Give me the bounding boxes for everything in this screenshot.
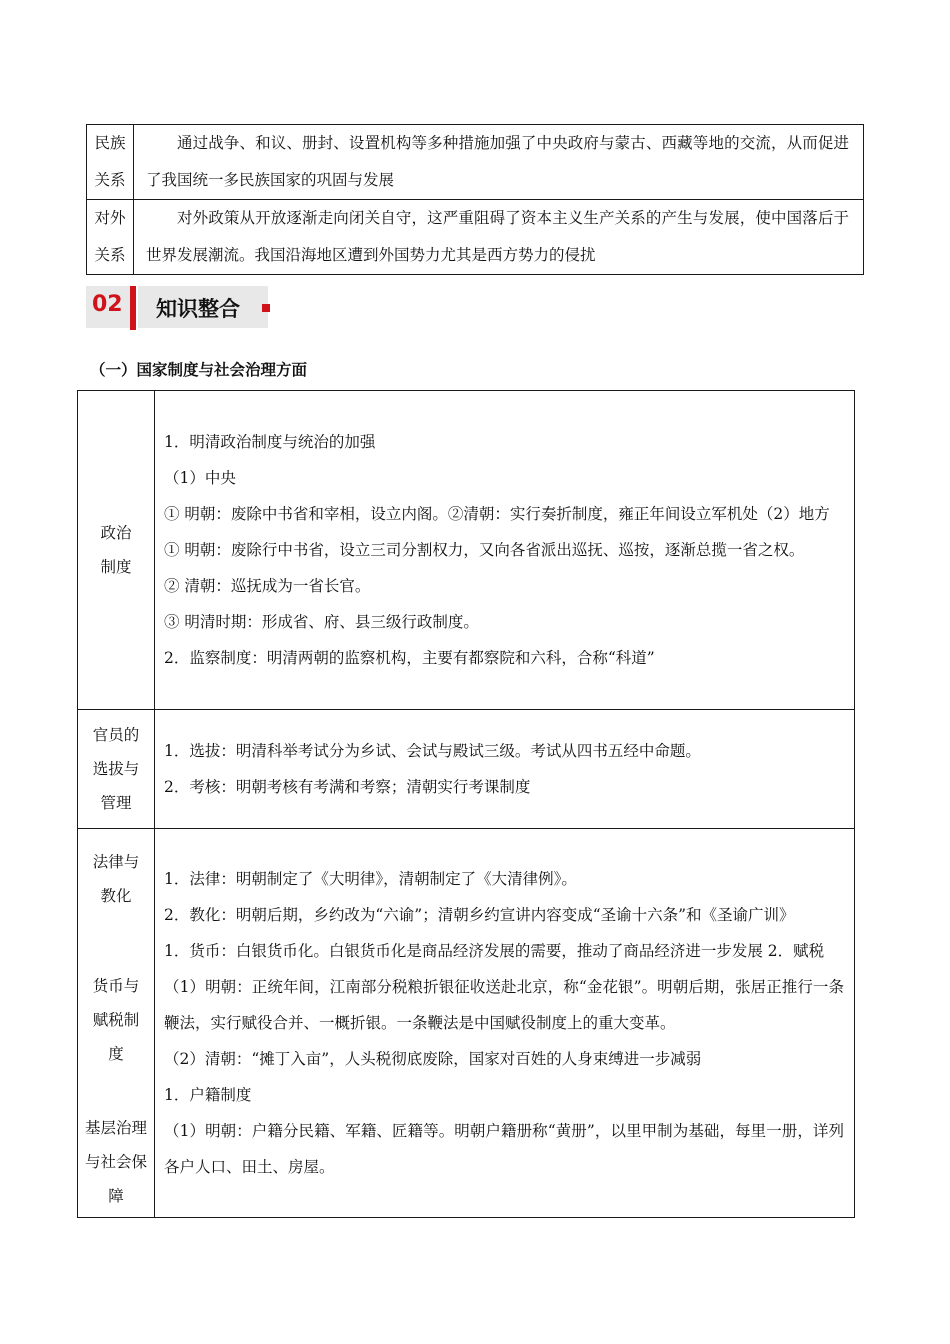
row-label-ethnic: 民族关系 bbox=[87, 125, 134, 200]
label-law bbox=[78, 845, 154, 913]
row-text-foreign: 对外政策从开放逐渐走向闭关自守，这严重阻碍了资本主义生产关系的产生与发展，使中国落后于世界发展潮流。我国沿海地区遭到外国势力尤其是西方势力的侵扰 bbox=[134, 200, 864, 275]
section-number: 02 bbox=[92, 292, 123, 317]
main-table bbox=[77, 390, 855, 1218]
rest-line: 1．法律：明朝制定了《大明律》，清朝制定了《大清律例》。 bbox=[164, 870, 577, 888]
content-politics bbox=[155, 391, 855, 710]
section-title-box bbox=[138, 286, 268, 328]
square-bullet-icon bbox=[262, 304, 270, 312]
label-rest bbox=[78, 829, 155, 1218]
officials-line: 1．选拔：明清科举考试分为乡试、会试与殿试三级。考试从四书五经中命题。 bbox=[164, 742, 701, 760]
rest-line: 1．户籍制度 bbox=[164, 1086, 252, 1104]
rest-labels bbox=[78, 829, 154, 1217]
row-text-ethnic: 通过战争、和议、册封、设置机构等多种措施加强了中央政府与蒙古、西藏等地的交流，从而促进了我国统一多民族国家的巩固与发展 bbox=[134, 125, 864, 200]
label-officials-text: 官员的选拔与管理 bbox=[92, 726, 140, 812]
row-label-foreign: 对外关系 bbox=[87, 200, 134, 275]
subheading: （一）国家制度与社会治理方面 bbox=[90, 360, 308, 379]
label-tax bbox=[78, 969, 154, 1071]
content-officials bbox=[155, 710, 855, 829]
politics-line: 2．监察制度：明清两朝的监察机构，主要有都察院和六科，合称“科道” bbox=[164, 649, 655, 667]
politics-line: （1）中央 bbox=[164, 469, 236, 487]
section-number-box bbox=[86, 286, 130, 328]
section-divider-bar bbox=[130, 286, 136, 330]
politics-line: ② 清朝：巡抚成为一省长官。 bbox=[164, 577, 371, 595]
rest-line: 1．货币：白银货币化。白银货币化是商品经济发展的需要，推动了商品经济进一步发展 2．赋税 bbox=[164, 942, 825, 960]
content-rest bbox=[155, 829, 855, 1218]
top-table bbox=[86, 124, 864, 275]
politics-line: 1．明清政治制度与统治的加强 bbox=[164, 433, 376, 451]
label-politics bbox=[78, 391, 155, 710]
officials-line: 2．考核：明朝考核有考满和考察；清朝实行考课制度 bbox=[164, 778, 531, 796]
label-grassroots-text: 基层治理与社会保障 bbox=[84, 1119, 147, 1205]
politics-line: ① 明朝：废除中书省和宰相，设立内阁。②清朝：实行奏折制度，雍正年间设立军机处（2）地方 bbox=[164, 505, 830, 523]
section-title: 知识整合 bbox=[156, 297, 240, 321]
label-politics-text: 政治制度 bbox=[100, 524, 132, 576]
label-officials bbox=[78, 710, 155, 829]
table-row bbox=[87, 200, 864, 275]
rest-line: （2）清朝：“摊丁入亩”，人头税彻底废除，国家对百姓的人身束缚进一步减弱 bbox=[164, 1050, 702, 1068]
section-header bbox=[86, 286, 276, 328]
label-tax-text: 货币与赋税制度 bbox=[92, 977, 140, 1063]
table-row bbox=[78, 391, 855, 710]
politics-line: ③ 明清时期：形成省、府、县三级行政制度。 bbox=[164, 613, 479, 631]
politics-line: ① 明朝：废除行中书省，设立三司分割权力，又向各省派出巡抚、巡按，逐渐总揽一省之权。 bbox=[164, 541, 805, 559]
table-row bbox=[78, 829, 855, 1218]
rest-line: 2．教化：明朝后期，乡约改为“六谕”；清朝乡约宣讲内容变成“圣谕十六条”和《圣谕广训》 bbox=[164, 906, 795, 924]
table-row bbox=[87, 125, 864, 200]
label-grassroots bbox=[78, 1111, 154, 1213]
rest-line: （1）明朝：正统年间，江南部分税粮折银征收送赴北京，称“金花银”。明朝后期，张居正推行一条鞭法，实行赋役合并、一概折银。一条鞭法是中国赋役制度上的重大变革。 bbox=[164, 978, 844, 1032]
label-law-text: 法律与教化 bbox=[92, 853, 140, 905]
rest-line: （1）明朝：户籍分民籍、军籍、匠籍等。明朝户籍册称“黄册”，以里甲制为基础，每里一册，详列各户人口、田土、房屋。 bbox=[164, 1122, 844, 1176]
table-row bbox=[78, 710, 855, 829]
